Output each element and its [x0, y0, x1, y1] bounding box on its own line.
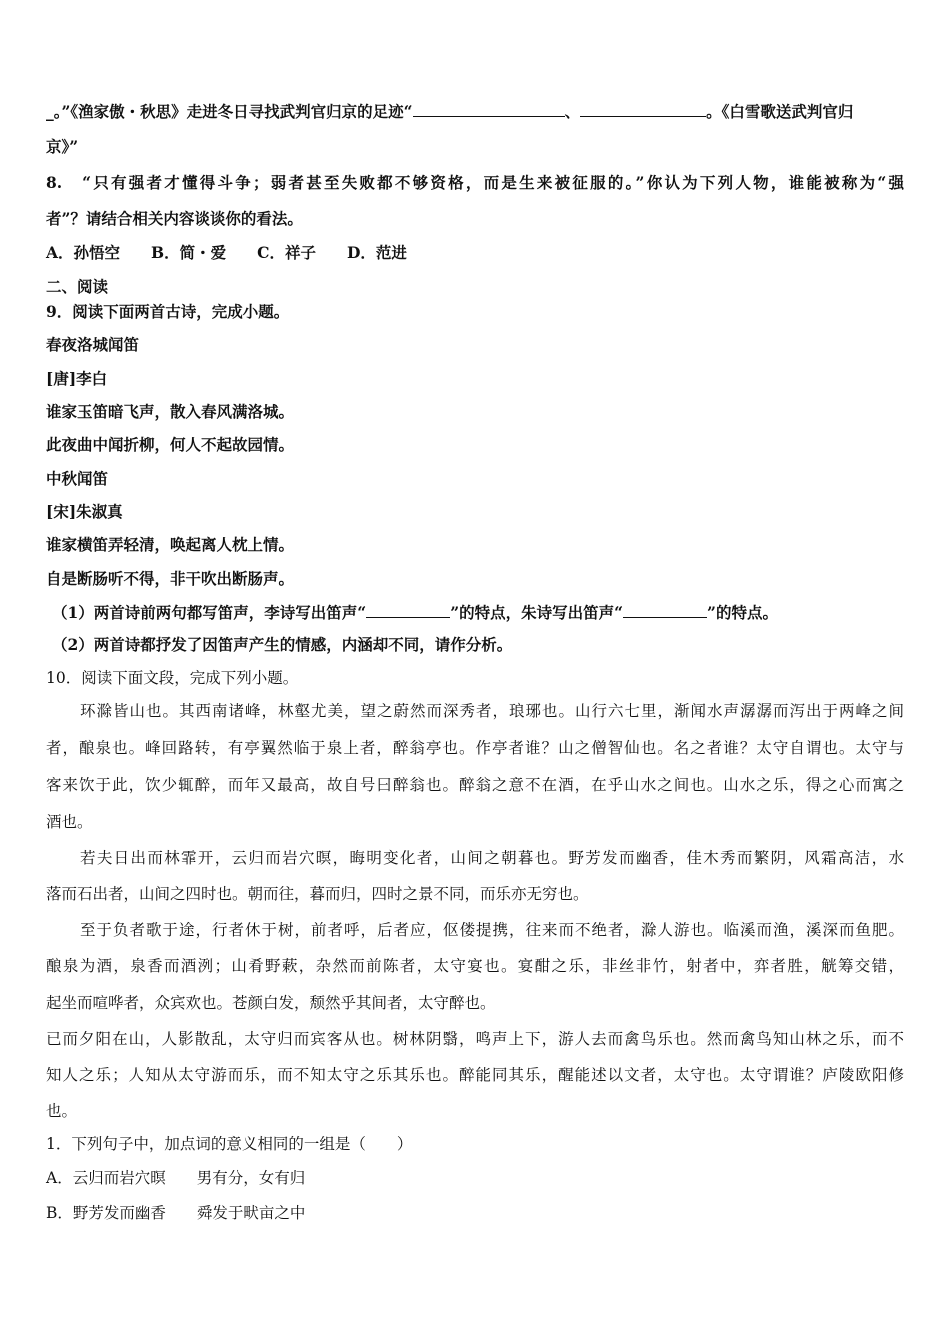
- q9-sub1-text-a: （1）两首诗前两句都写笛声，李诗写出笛声“: [52, 603, 367, 622]
- passage-p2-line-2: 落而石出者，山间之四时也。朝而往，暮而归，四时之景不同，而乐亦无穷也。: [46, 885, 589, 903]
- q8-line-2: 者”？请结合相关内容谈谈你的看法。: [46, 209, 303, 228]
- q10-sub1-option-b: B．野芳发而幽香 舜发于畎亩之中: [46, 1204, 306, 1222]
- passage-p1-line-1: 环滁皆山也。其西南诸峰，林壑尤美，望之蔚然而深秀者，琅琊也。山行六七里，渐闻水声潺潺而泻出于两峰之间: [80, 702, 904, 720]
- passage-p3-line-3: 起坐而喧哗者，众宾欢也。苍颜白发，颓然乎其间者，太守醉也。: [46, 994, 496, 1012]
- q9-stem: 9．阅读下面两首古诗，完成小题。: [46, 302, 290, 321]
- poem2-author: [宋]朱淑真: [46, 502, 123, 521]
- q8-line-1: 8. “只有强者才懂得斗争；弱者甚至失败都不够资格，而是生来被征服的。”你认为下列人物，谁能被称为“强: [46, 173, 904, 192]
- q7-text-b: 。《白雪歌送武判官归: [706, 102, 854, 121]
- passage-p1-line-3: 客来饮于此，饮少辄醉，而年又最高，故自号曰醉翁也。醉翁之意不在酒，在乎山水之间也。山水之乐，得之心而寓之: [46, 776, 904, 794]
- q9-sub-2: （2）两首诗都抒发了因笛声产生的情感，内涵却不同，请作分析。: [52, 635, 513, 654]
- q8-options: A．孙悟空 B．简・爱 C．祥子 D．范进: [46, 243, 407, 262]
- q7-text-a: _。”《渔家傲・秋思》走进冬日寻找武判官归京的足迹“: [46, 102, 413, 121]
- poem1-title: 春夜洛城闻笛: [46, 335, 140, 354]
- poem1-line-1: 谁家玉笛暗飞声，散入春风满洛城。: [46, 402, 295, 421]
- q7-blank-1[interactable]: [413, 101, 565, 117]
- q7-sep: 、: [564, 102, 581, 121]
- q9-sub1-blank-1[interactable]: [366, 602, 450, 618]
- passage-p1-line-4: 酒也。: [46, 813, 93, 831]
- q10-sub1-stem: 1．下列句子中，加点词的意义相同的一组是（ ）: [46, 1135, 413, 1153]
- poem2-line-1: 谁家横笛弄轻清，唤起离人枕上情。: [46, 535, 295, 554]
- poem1-line-2: 此夜曲中闻折柳，何人不起故园情。: [46, 435, 295, 454]
- q7-blank-2[interactable]: [580, 101, 706, 117]
- q9-sub-1: [52, 602, 904, 623]
- passage-p4-line-3: 也。: [46, 1102, 78, 1120]
- q9-sub1-blank-2[interactable]: [623, 602, 707, 618]
- poem1-author: [唐]李白: [46, 369, 108, 388]
- q10-sub1-option-a: A．云归而岩穴暝 男有分，女有归: [46, 1169, 306, 1187]
- q10-stem: 10．阅读下面文段，完成下列小题。: [46, 669, 299, 687]
- poem2-title: 中秋闻笛: [46, 469, 109, 488]
- passage-p4-line-2: 知人之乐；人知从太守游而乐，而不知太守之乐其乐也。醉能同其乐，醒能述以文者，太守也。太守谓谁？庐陵欧阳修: [46, 1066, 904, 1084]
- passage-p2-line-1: 若夫日出而林霏开，云归而岩穴暝，晦明变化者，山间之朝暮也。野芳发而幽香，佳木秀而繁阴，风霜高洁，水: [80, 849, 904, 867]
- passage-p4-line-1: 已而夕阳在山，人影散乱，太守归而宾客从也。树林阴翳，鸣声上下，游人去而禽鸟乐也。然而禽鸟知山林之乐，而不: [46, 1030, 904, 1048]
- poem2-line-2: 自是断肠听不得，非干吹出断肠声。: [46, 569, 295, 588]
- section-heading: 二、阅读: [46, 277, 109, 296]
- q7-line-2: 京》”: [46, 137, 79, 156]
- passage-p3-line-1: 至于负者歌于途，行者休于树，前者呼，后者应，伛偻提携，往来而不绝者，滁人游也。临溪而渔，溪深而鱼肥。: [80, 921, 904, 939]
- passage-p1-line-2: 者，酿泉也。峰回路转，有亭翼然临于泉上者，醉翁亭也。作亭者谁？山之僧智仙也。名之者谁？太守自谓也。太守与: [46, 739, 904, 757]
- q9-sub1-text-b: ”的特点，朱诗写出笛声“: [450, 603, 624, 622]
- passage-p3-line-2: 酿泉为酒，泉香而酒洌；山肴野蔌，杂然而前陈者，太守宴也。宴酣之乐，非丝非竹，射者中，弈者胜，觥筹交错，: [46, 957, 904, 975]
- q7-line-1: [46, 101, 904, 122]
- q9-sub1-text-c: ”的特点。: [707, 603, 778, 622]
